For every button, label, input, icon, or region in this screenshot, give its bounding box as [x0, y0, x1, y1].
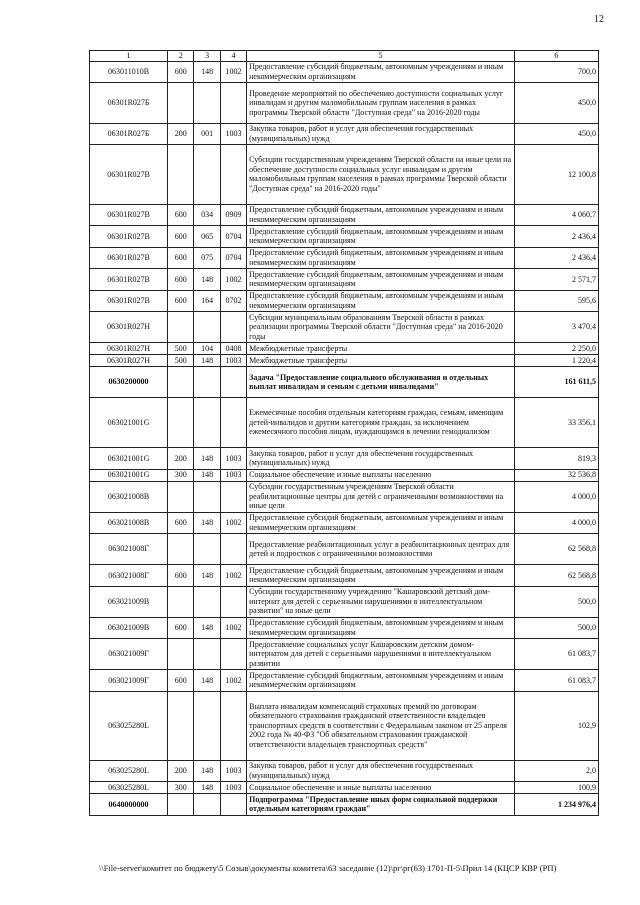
cell-expense-type: 500 — [168, 355, 194, 367]
cell-expense-type: 600 — [168, 247, 194, 269]
table-row — [90, 367, 599, 398]
cell-amount: 102,9 — [514, 691, 598, 760]
cell-code: 063025280L — [90, 760, 168, 782]
cell-description: Предоставление субсидий бюджетным, автономным учреждениям и иным некоммерческим организациям — [247, 290, 515, 312]
cell-description: Предоставление социальных услуг Кашаровским детским домом-интернатом для детей с серьезными нарушениями в интеллектуальном развитии — [247, 639, 515, 670]
cell-expense-type: 600 — [168, 204, 194, 226]
column-header: 5 — [247, 51, 515, 62]
cell-expense-type: 600 — [168, 670, 194, 692]
cell-expense-type: 200 — [168, 123, 194, 145]
cell-description: Предоставление субсидий бюджетным, автономным учреждениям и иным некоммерческим организациям — [247, 61, 515, 83]
cell-admin-code: 001 — [194, 123, 220, 145]
cell-code: 063025280L — [90, 782, 168, 794]
cell-code: 06301R027Б — [90, 123, 168, 145]
cell-description: Субсидии государственному учреждению "Кашаровский детский дом-интернат для детей с серьезными нарушениями в интеллектуальном развитии" на иные цели — [247, 586, 515, 617]
table-row — [90, 586, 599, 617]
cell-section: 1003 — [220, 469, 246, 481]
cell-amount: 2 436,4 — [514, 226, 598, 248]
cell-admin-code — [194, 145, 220, 205]
cell-section: 0909 — [220, 204, 246, 226]
cell-amount: 595,6 — [514, 290, 598, 312]
table-row — [90, 226, 599, 248]
table-row — [90, 343, 599, 355]
cell-amount: 33 356,1 — [514, 398, 598, 448]
cell-admin-code: 075 — [194, 247, 220, 269]
table-row — [90, 355, 599, 367]
cell-code: 06301R027Н — [90, 343, 168, 355]
cell-amount: 62 568,8 — [514, 565, 598, 587]
cell-amount: 819,3 — [514, 448, 598, 470]
cell-admin-code: 148 — [194, 269, 220, 291]
page-number: 12 — [594, 14, 604, 25]
cell-code: 063021001G — [90, 448, 168, 470]
cell-admin-code: 164 — [194, 290, 220, 312]
cell-section — [220, 534, 246, 565]
table-row — [90, 760, 599, 782]
cell-admin-code — [194, 83, 220, 124]
cell-amount: 700,0 — [514, 61, 598, 83]
cell-description: Субсидии муниципальным образованиям Тверской области в рамках реализации программы Тверской области "Доступная среда" на 2016-2020 годы — [247, 312, 515, 343]
cell-amount: 2,0 — [514, 760, 598, 782]
cell-admin-code — [194, 312, 220, 343]
cell-expense-type: 600 — [168, 565, 194, 587]
cell-admin-code: 104 — [194, 343, 220, 355]
footer-file-path: \\File-server\комитет по бюджету\5 Созыв\документы комитета\63 заседание (12)\рг\рг(63) 1701-П-5\Прил 14 (КЦСР КВР (РП) — [99, 863, 557, 873]
cell-admin-code: 034 — [194, 204, 220, 226]
table-row — [90, 782, 599, 794]
cell-description: Проведение мероприятий по обеспечению доступности социальных услуг инвалидам и другим маломобильным группам населения в рамках программы Тверской области "Доступная среда" на 2016-2020 годы — [247, 83, 515, 124]
cell-description: Закупка товаров, работ и услуг для обеспечения государственных (муниципальных) нужд — [247, 448, 515, 470]
cell-expense-type: 300 — [168, 782, 194, 794]
cell-code: 063021008Г — [90, 534, 168, 565]
cell-expense-type — [168, 534, 194, 565]
cell-amount: 1 220,4 — [514, 355, 598, 367]
table-row — [90, 617, 599, 639]
cell-description: Предоставление субсидий бюджетным, автономным учреждениям и иным некоммерческим организациям — [247, 226, 515, 248]
table-row — [90, 481, 599, 512]
cell-code: 06301R027В — [90, 269, 168, 291]
cell-section: 1002 — [220, 61, 246, 83]
cell-admin-code — [194, 534, 220, 565]
cell-section: 0704 — [220, 247, 246, 269]
cell-admin-code: 148 — [194, 355, 220, 367]
cell-code: 063021009В — [90, 586, 168, 617]
cell-amount: 4 060,7 — [514, 204, 598, 226]
cell-expense-type — [168, 794, 194, 816]
cell-expense-type — [168, 398, 194, 448]
cell-expense-type: 300 — [168, 469, 194, 481]
cell-admin-code: 148 — [194, 670, 220, 692]
cell-code: 0630200000 — [90, 367, 168, 398]
cell-expense-type — [168, 367, 194, 398]
cell-amount: 32 536,8 — [514, 469, 598, 481]
cell-section — [220, 586, 246, 617]
table-header-row — [90, 51, 599, 62]
cell-admin-code — [194, 586, 220, 617]
cell-amount: 100,9 — [514, 782, 598, 794]
cell-code: 0640000000 — [90, 794, 168, 816]
cell-admin-code — [194, 794, 220, 816]
cell-description: Социальное обеспечение и иные выплаты населению — [247, 782, 515, 794]
cell-section: 0704 — [220, 226, 246, 248]
cell-section — [220, 145, 246, 205]
cell-description: Предоставление субсидий бюджетным, автономным учреждениям и иным некоммерческим организациям — [247, 565, 515, 587]
cell-amount: 161 611,5 — [514, 367, 598, 398]
table-row — [90, 145, 599, 205]
cell-amount: 61 083,7 — [514, 670, 598, 692]
cell-description: Закупка товаров, работ и услуг для обеспечения государственных (муниципальных) нужд — [247, 123, 515, 145]
table-row — [90, 398, 599, 448]
cell-expense-type — [168, 586, 194, 617]
column-header: 1 — [90, 51, 168, 62]
cell-admin-code — [194, 367, 220, 398]
column-header: 2 — [168, 51, 194, 62]
cell-expense-type: 500 — [168, 343, 194, 355]
cell-amount: 4 000,0 — [514, 512, 598, 534]
budget-table — [89, 50, 599, 816]
cell-description: Задача "Предоставление социального обслуживания и отдельных выплат инвалидам и семьям с детьми инвалидами" — [247, 367, 515, 398]
cell-amount: 1 234 976,4 — [514, 794, 598, 816]
cell-description: Межбюджетные трансферты — [247, 343, 515, 355]
cell-section: 1003 — [220, 760, 246, 782]
cell-description: Выплата инвалидам компенсаций страховых премий по договорам обязательного страхования гражданской ответственности владельцев транспортных средств в соответствии с Федеральным законом от 25 апреля 2002 года № 40-ФЗ "Об обязательном страховании гражданской ответственности владельцев транспортных средств" — [247, 691, 515, 760]
cell-description: Подпрограмма "Предоставление иных форм социальной поддержки отдельным категориям граждан" — [247, 794, 515, 816]
cell-admin-code: 148 — [194, 760, 220, 782]
cell-expense-type — [168, 639, 194, 670]
cell-admin-code — [194, 398, 220, 448]
cell-section — [220, 367, 246, 398]
cell-amount: 2 436,4 — [514, 247, 598, 269]
cell-section — [220, 691, 246, 760]
column-header: 4 — [220, 51, 246, 62]
cell-description: Ежемесячные пособия отдельным категориям граждан, семьям, имеющим детей-инвалидов и другим категориям граждан, за исключением ежемесячного пособия лицам, нуждающимся в лечении гемодиализом — [247, 398, 515, 448]
cell-expense-type — [168, 145, 194, 205]
cell-admin-code — [194, 639, 220, 670]
cell-code: 063021008В — [90, 481, 168, 512]
cell-description: Предоставление субсидий бюджетным, автономным учреждениям и иным некоммерческим организациям — [247, 617, 515, 639]
table-row — [90, 512, 599, 534]
table-row — [90, 469, 599, 481]
cell-admin-code: 065 — [194, 226, 220, 248]
cell-section — [220, 794, 246, 816]
cell-description: Предоставление субсидий бюджетным, автономным учреждениям и иным некоммерческим организациям — [247, 204, 515, 226]
cell-expense-type: 600 — [168, 617, 194, 639]
cell-expense-type — [168, 691, 194, 760]
cell-description: Субсидии государственным учреждениям Тверской области реабилитационные центры для детей с ограниченными возможностями на иные цели — [247, 481, 515, 512]
cell-section: 1002 — [220, 512, 246, 534]
cell-section: 1003 — [220, 355, 246, 367]
table-row — [90, 83, 599, 124]
table-row — [90, 670, 599, 692]
table-body — [90, 61, 599, 815]
cell-expense-type: 600 — [168, 226, 194, 248]
cell-admin-code: 148 — [194, 565, 220, 587]
cell-code: 063021009Г — [90, 670, 168, 692]
cell-code: 063021008Г — [90, 565, 168, 587]
cell-code: 06301R027В — [90, 247, 168, 269]
cell-amount: 500,0 — [514, 586, 598, 617]
cell-expense-type: 600 — [168, 512, 194, 534]
cell-code: 06301R027В — [90, 145, 168, 205]
cell-section: 1002 — [220, 269, 246, 291]
cell-expense-type: 200 — [168, 448, 194, 470]
cell-description: Предоставление субсидий бюджетным, автономным учреждениям и иным некоммерческим организациям — [247, 670, 515, 692]
cell-admin-code — [194, 481, 220, 512]
cell-code: 063021001G — [90, 469, 168, 481]
cell-amount: 3 470,4 — [514, 312, 598, 343]
cell-section: 1003 — [220, 448, 246, 470]
cell-code: 063021009В — [90, 617, 168, 639]
cell-section — [220, 312, 246, 343]
cell-code: 06301R027В — [90, 204, 168, 226]
cell-section: 0702 — [220, 290, 246, 312]
table-row — [90, 565, 599, 587]
cell-admin-code — [194, 691, 220, 760]
cell-admin-code: 148 — [194, 61, 220, 83]
cell-amount: 450,0 — [514, 83, 598, 124]
table-row — [90, 290, 599, 312]
cell-amount: 2 571,7 — [514, 269, 598, 291]
cell-code: 063025280L — [90, 691, 168, 760]
column-header: 6 — [514, 51, 598, 62]
cell-description: Социальное обеспечение и иные выплаты населению — [247, 469, 515, 481]
cell-admin-code: 148 — [194, 512, 220, 534]
cell-amount: 450,0 — [514, 123, 598, 145]
table-row — [90, 534, 599, 565]
cell-code: 06301R027Б — [90, 83, 168, 124]
cell-section — [220, 639, 246, 670]
cell-section: 1003 — [220, 782, 246, 794]
cell-expense-type — [168, 83, 194, 124]
table-row — [90, 269, 599, 291]
cell-section: 1002 — [220, 565, 246, 587]
cell-code: 063021008В — [90, 512, 168, 534]
cell-amount: 500,0 — [514, 617, 598, 639]
cell-expense-type: 200 — [168, 760, 194, 782]
cell-section — [220, 398, 246, 448]
cell-admin-code: 148 — [194, 782, 220, 794]
cell-expense-type: 600 — [168, 269, 194, 291]
table-row — [90, 312, 599, 343]
cell-section — [220, 83, 246, 124]
cell-code: 063021001G — [90, 398, 168, 448]
cell-amount: 2 250,0 — [514, 343, 598, 355]
column-header: 3 — [194, 51, 220, 62]
cell-code: 063021009Г — [90, 639, 168, 670]
table-row — [90, 691, 599, 760]
cell-expense-type: 600 — [168, 290, 194, 312]
cell-code: 063011010В — [90, 61, 168, 83]
cell-admin-code: 148 — [194, 469, 220, 481]
cell-description: Предоставление субсидий бюджетным, автономным учреждениям и иным некоммерческим организациям — [247, 269, 515, 291]
table-row — [90, 448, 599, 470]
cell-description: Субсидии государственным учреждениям Тверской области на иные цели на обеспечение доступности социальных услуг инвалидам и другим маломобильным группам населения в рамках программы Тверской области "Доступная среда" на 2016-2020 годы" — [247, 145, 515, 205]
cell-admin-code: 148 — [194, 448, 220, 470]
cell-code: 06301R027Н — [90, 312, 168, 343]
table-row — [90, 794, 599, 816]
table-row — [90, 247, 599, 269]
cell-expense-type — [168, 312, 194, 343]
cell-admin-code: 148 — [194, 617, 220, 639]
cell-section: 0408 — [220, 343, 246, 355]
table-row — [90, 204, 599, 226]
cell-description: Межбюджетные трансферты — [247, 355, 515, 367]
table-row — [90, 123, 599, 145]
table-row — [90, 61, 599, 83]
cell-section: 1003 — [220, 123, 246, 145]
cell-expense-type — [168, 481, 194, 512]
cell-description: Предоставление реабилитационных услуг в реабилитационных центрах для детей и подростков с ограниченными возможностями — [247, 534, 515, 565]
cell-code: 06301R027В — [90, 226, 168, 248]
cell-amount: 61 083,7 — [514, 639, 598, 670]
cell-description: Закупка товаров, работ и услуг для обеспечения государственных (муниципальных) нужд — [247, 760, 515, 782]
cell-amount: 62 568,8 — [514, 534, 598, 565]
table-row — [90, 639, 599, 670]
cell-description: Предоставление субсидий бюджетным, автономным учреждениям и иным некоммерческим организациям — [247, 512, 515, 534]
cell-code: 06301R027Н — [90, 355, 168, 367]
cell-code: 06301R027В — [90, 290, 168, 312]
cell-expense-type: 600 — [168, 61, 194, 83]
cell-description: Предоставление субсидий бюджетным, автономным учреждениям и иным некоммерческим организациям — [247, 247, 515, 269]
cell-section — [220, 481, 246, 512]
cell-amount: 12 100,8 — [514, 145, 598, 205]
cell-amount: 4 000,0 — [514, 481, 598, 512]
cell-section: 1002 — [220, 670, 246, 692]
cell-section: 1002 — [220, 617, 246, 639]
